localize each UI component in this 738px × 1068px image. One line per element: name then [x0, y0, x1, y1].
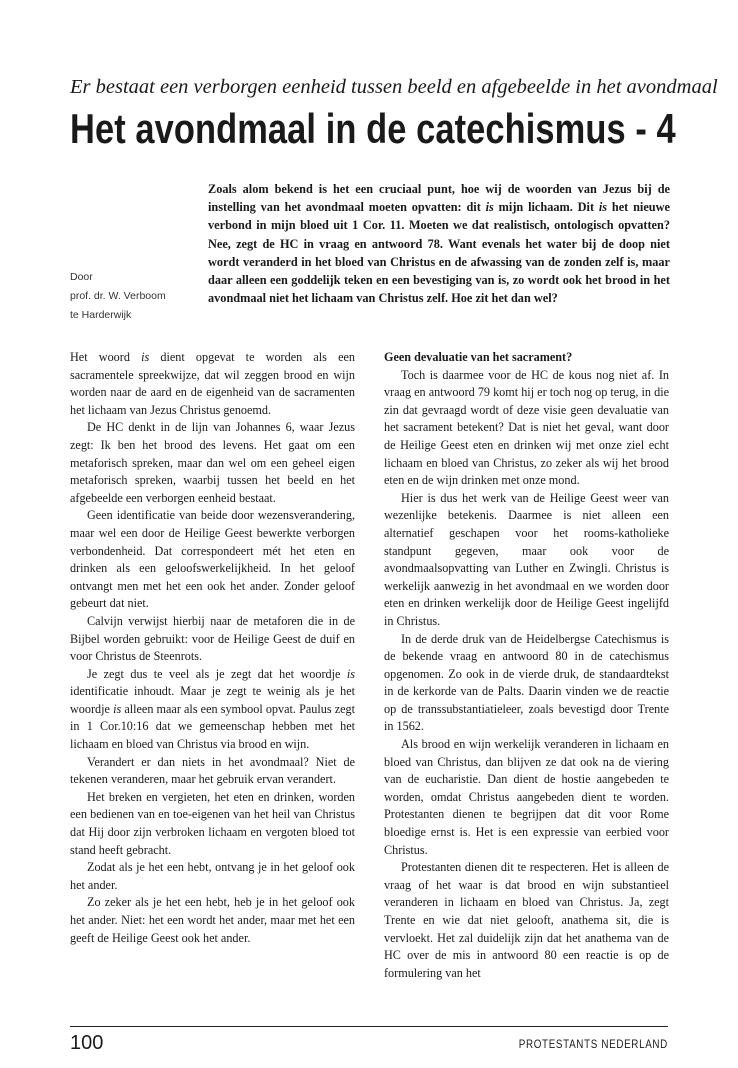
section-heading: Geen devaluatie van het sacrament?	[384, 350, 573, 364]
body-paragraph: Als brood en wijn werkelijk veranderen in lichaam en bloed van Christus, dan blijven ze dat ook na de viering van de eucharistie. Dan dient de hostie aangebeden te worden, omdat Christus aangebeden dient te worden. Protestanten dienen te begrijpen dat dit voor Rome bloedige ernst is. Het is een expressie van eerbied voor Christus.	[384, 737, 669, 857]
body-paragraph: Het breken en vergieten, het eten en drinken, worden een bedienen van en toe-eigenen van het heil van Christus dat Hij door zijn verbroken lichaam en vergoten bloed tot stand heeft gebracht.	[70, 789, 355, 857]
body-paragraph: Zodat als je het een hebt, ontvang je in het geloof ook het ander.	[70, 860, 355, 892]
paragraph-text: identificatie inhoudt. Maar je zegt te weinig als je het woordje	[70, 684, 355, 716]
byline-author: prof. dr. W. Verboom	[70, 290, 166, 302]
body-paragraph: Geen identificatie van beide door wezensverandering, maar wel een door de Heilige Geest bewerkte verborgen verbondenheid. Dat correspondeert mét het eten en drinken als een geloofswerkelijkheid. In het geloof ontvangt men met het een ook het ander. Zonder geloof gebeurt dat niet.	[70, 508, 355, 611]
body-paragraph	[70, 349, 355, 419]
intro-emphasis: is	[485, 200, 494, 215]
body-paragraph: Calvijn verwijst hierbij naar de metaforen die in de Bijbel worden gebruikt: voor de Heilige Geest de duif en voor Christus de Steenrots.	[70, 613, 355, 664]
article-title: Het avondmaal in de catechismus - 4	[70, 105, 676, 152]
byline-label: Door	[70, 271, 93, 283]
article-intro	[208, 180, 670, 307]
body-paragraph: Toch is daarmee voor de HC de kous nog niet af. In vraag en antwoord 79 komt hij er toch nog op terug, in die zin dat gevraagd wordt of deze visie geen devaluatie van het sacrament betekent? Dat is niet het geval, want door de Heilige Geest eten en drinken wij met onze ziel echt lichaam en bloed van Christus, zo zeker als wij het brood eten en de wijn drinken met onze mond.	[384, 367, 669, 488]
paragraph-text: Het woord	[70, 350, 142, 364]
paragraph-emphasis: is	[141, 350, 150, 364]
paragraph-text: alleen maar als een symbool opvat. Paulus zegt in 1 Cor.10:16 dat we gemeenschap hebben met het lichaam en bloed van Christus via brood en wijn.	[70, 701, 356, 752]
paragraph-text: Je zegt dus te veel als je zegt dat het woordje	[87, 666, 347, 681]
byline	[70, 268, 200, 325]
right-column	[384, 349, 669, 982]
publication-name: PROTESTANTS NEDERLAND	[518, 1037, 668, 1051]
body-paragraph: Hier is dus het werk van de Heilige Geest weer van wezenlijke betekenis. Daarmee is niet alleen een alternatief geschapen voor het rooms-katholieke standpunt gegeven, maar ook voor de avondmaalsopvatting van Luther en Zwingli. Christus is werkelijk aanwezig in het avondmaal en we worden door eten en drinken werkelijk door de Heilige Geest ingelijfd in Christus.	[384, 490, 669, 628]
footer-rule	[70, 1026, 668, 1027]
paragraph-text: dient opgevat te worden als een sacramentele spreekwijze, dat wil zeggen brood en wijn worden naar de aard en de eigenheid van de sacramenten het lichaam van Jezus Christus genoemd.	[70, 350, 355, 417]
body-paragraph: In de derde druk van de Heidelbergse Catechismus is de bekende vraag en antwoord 80 in de catechismus opgenomen. Zo ook in de vierde druk, de standaardtekst in de kerkorde van de Palts. Daarin vinden we de reactie op de transsubstantiatieleer, zoals bevestigd door Trente in 1562.	[384, 631, 669, 734]
intro-emphasis: is	[598, 200, 608, 215]
page-number: 100	[70, 1032, 104, 1054]
paragraph-emphasis: is	[346, 666, 355, 681]
left-column	[70, 349, 355, 947]
article-kicker: Er bestaat een verborgen eenheid tussen beeld en afgebeelde in het avondmaal	[70, 76, 718, 98]
intro-text: mijn lichaam. Dit	[493, 200, 599, 215]
body-paragraph: Zo zeker als je het een hebt, heb je in het geloof ook het ander. Niet: het een wordt het ander, maar met het een geeft de Heilige Geest ook het ander.	[70, 895, 355, 945]
body-paragraph: De HC denkt in de lijn van Johannes 6, waar Jezus zegt: Ik ben het brood des levens. Het gaat om een metaforisch spreken, maar dan wel om een geheel eigen metaforisch spreken, waarbij tussen het beeld en het afgebeelde een verborgen eenheid bestaat.	[70, 420, 355, 505]
body-paragraph: Protestanten dienen dit te respecteren. Het is alleen de vraag of het waar is dat brood en wijn substantieel veranderen in lichaam en bloed van Christus. Ja, zegt Trente en wie dat niet gelooft, anathema sit, die is vervloekt. Het zal duidelijk zijn dat het anathema van de HC over de mis in antwoord 80 een reactie is op de formulering van het	[384, 860, 669, 980]
body-paragraph: Verandert er dan niets in het avondmaal? Niet de tekenen veranderen, maar het gebruik ervan verandert.	[70, 754, 355, 787]
intro-text: het nieuwe verbond in mijn bloed uit 1 Cor. 11. Moeten we dat realistisch, ontologisch opvatten? Nee, zegt de HC in vraag en antwoord 78. Want evenals het water bij de doop niet wordt veranderd in het bloed van Christus en de afwassing van de zonden zelf is, maar daar alleen een goddelijk teken en een bevestiging van is, zo wordt ook het brood in het avondmaal niet het lichaam van Christus zelf. Hoe zit het dan wel?	[208, 200, 670, 306]
intro-text: Zoals alom bekend is het een cruciaal punt, hoe wij de woorden van Jezus bij de instelling van het avondmaal moeten opvatten: dit	[208, 182, 670, 215]
byline-location: te Harderwijk	[70, 309, 132, 321]
body-paragraph	[70, 666, 355, 754]
paragraph-emphasis: is	[113, 701, 122, 716]
